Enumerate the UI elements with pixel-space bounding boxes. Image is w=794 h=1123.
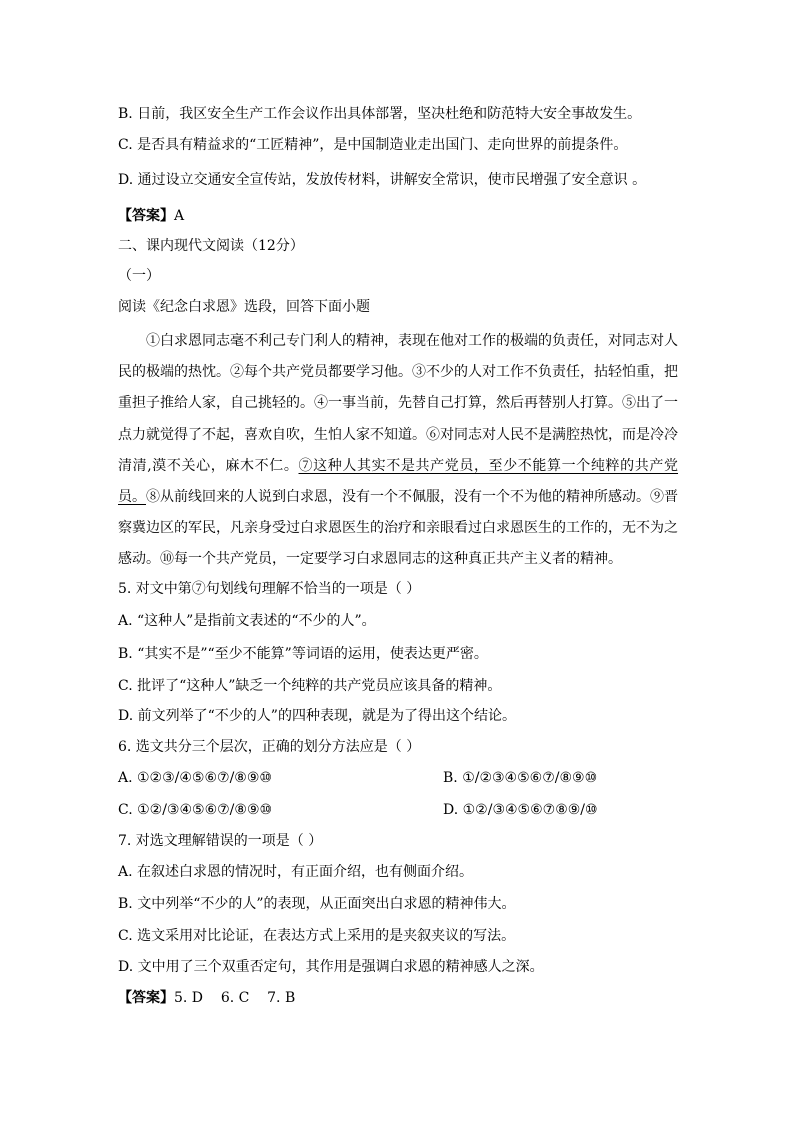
q5-option-b: B. “其实不是”“至少不能算”等词语的运用，使表达更严密。 — [118, 646, 488, 662]
q4-option-d: D. 通过设立交通安全宣传站，发放传材料，讲解安全常识，使市民增强了安全意识 。 — [118, 172, 647, 188]
q4-option-c: C. 是否具有精益求的“工匠精神”，是中国制造业走出国门、走向世界的前提条件。 — [118, 137, 628, 153]
q4-option-b: B. 日前，我区安全生产工作会议作出具体部署，坚决杜绝和防范特大安全事故发生。 — [118, 106, 642, 122]
q7-option-c: C. 选文采用对比论证，在表达方式上采用的是夹叙夹议的写法。 — [118, 928, 516, 944]
q6-option-d: D. ①②/③④⑤⑥⑦⑧⑨/⑩ — [443, 802, 598, 818]
q5-option-d: D. 前文列举了“不少的人”的四种表现，就是为了得出这个结论。 — [118, 708, 516, 724]
q6-option-a: A. ①②③/④⑤⑥⑦/⑧⑨⑩ — [118, 770, 272, 786]
answer-label: 【答案】 — [118, 990, 174, 1006]
passage-part-2: ⑧从前线回来的人说到白求恩，没有一个不佩服，没有一个不为他的精神所感动。⑨晋察冀边区的军民，凡亲身受过白求恩医生的治疗和亲眼看过白求恩医生的工作的，无不为之感动。⑩每一个共产党员，一定要学习白求恩同志的这种真正共产主义者的精神。 — [118, 489, 678, 568]
q5-option-a: A. “这种人”是指前文表述的“不少的人”。 — [118, 613, 376, 629]
q6-option-b: B. ①/②③④⑤⑥⑦/⑧⑨⑩ — [443, 770, 598, 786]
q6-option-c: C. ①②/③④⑤⑥⑦/⑧⑨⑩ — [118, 802, 273, 818]
passage-part-1: ①白求恩同志毫不利己专门利人的精神，表现在他对工作的极端的负责任，对同志对人民的极端的热忱。②每个共产党员都要学习他。③不少的人对工作不负责任，拈轻怕重，把重担子推给人家，自己挑轻的。④一事当前，先替自己打算，然后再替别人打算。⑤出了一点力就觉得了不起，喜欢自吹，生怕人家不知道。⑥对同志对人民不是满腔热忱，而是冷冷清清,漠不关心，麻木不仁。 — [118, 333, 678, 474]
q7-option-b: B. 文中列举“不少的人”的表现，从正面突出白求恩的精神伟大。 — [118, 896, 516, 912]
q7-option-a: A. 在叙述白求恩的情况时，有正面介绍，也有侧面介绍。 — [118, 864, 474, 880]
answer-label: 【答案】 — [118, 208, 174, 224]
section-subtitle: （一） — [118, 268, 160, 284]
q5-option-c: C. 批评了“这种人”缺乏一个纯粹的共产党员应该具备的精神。 — [118, 678, 502, 694]
q6-stem: 6. 选文共分三个层次，正确的划分方法应是（ ） — [118, 739, 421, 755]
answer-value: A — [174, 208, 185, 224]
passage — [118, 326, 678, 576]
reading-instruction: 阅读《纪念白求恩》选段，回答下面小题 — [118, 299, 370, 315]
answer-value: 5. D 6. C 7. B — [174, 990, 296, 1006]
answer-2 — [118, 988, 295, 1008]
passage-underlined-sentence: ⑦这种人其实不是共产党员，至少不能算一个纯粹的共产党员。 — [118, 457, 679, 506]
section-title: 二、课内现代文阅读（12分） — [118, 238, 304, 254]
q7-stem: 7. 对选文理解错误的一项是（ ） — [118, 833, 323, 849]
q5-stem: 5. 对文中第⑦句划线句理解不恰当的一项是（ ） — [118, 581, 421, 597]
q7-option-d: D. 文中用了三个双重否定句，其作用是强调白求恩的精神感人之深。 — [118, 959, 544, 975]
answer-1 — [118, 206, 184, 226]
